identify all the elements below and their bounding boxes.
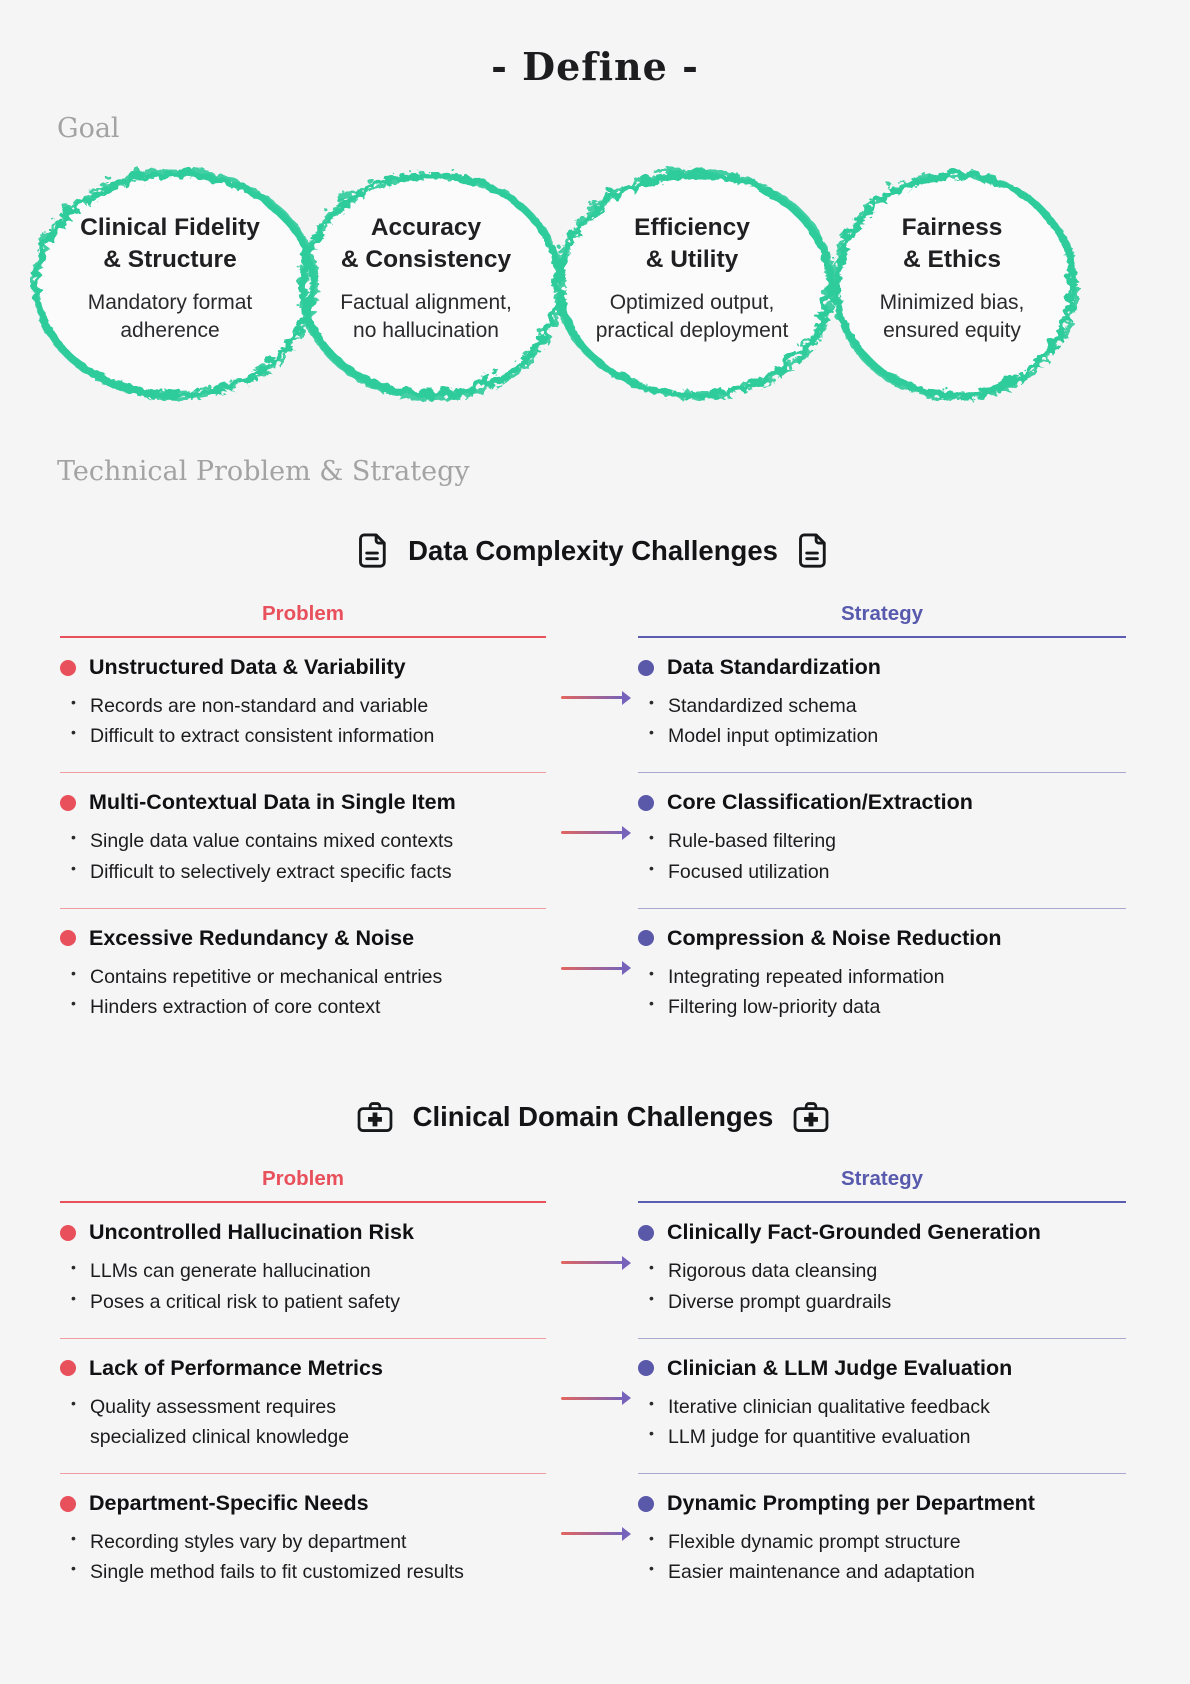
arrow-cell (546, 638, 638, 773)
bullet-item: • Hinders extraction of core context (67, 992, 546, 1022)
strategy-bullets (638, 691, 1126, 751)
document-icon (358, 533, 388, 568)
bubble-subtitle: Mandatory format adherence (87, 290, 253, 342)
bubble-title: Clinical Fidelity & Structure (80, 214, 260, 273)
goal-bubble-accuracy (286, 212, 566, 345)
strategy-cell (638, 638, 1126, 773)
problem-title: Excessive Redundancy & Noise (89, 925, 415, 950)
bullet-item: • Quality assessment requires specialized clinical knowledge (67, 1392, 367, 1452)
problem-title: Multi-Contextual Data in Single Item (89, 790, 456, 815)
purple-dot-icon (638, 930, 654, 946)
strategy-title: Core Classification/Extraction (667, 790, 973, 815)
table-row (60, 1203, 1126, 1338)
problem-column-header: Problem (60, 1167, 546, 1203)
red-dot-icon (60, 1360, 76, 1376)
bullet-item: • Flexible dynamic prompt structure (645, 1527, 1126, 1557)
strategy-column-header: Strategy (638, 1167, 1126, 1203)
bubble-subtitle: Optimized output, practical deployment (595, 290, 789, 342)
bullet-item: • Single method fails to fit customized results (67, 1557, 546, 1587)
bullet-item: • Model input optimization (645, 721, 1126, 751)
bullet-item: • Records are non-standard and variable (67, 691, 546, 721)
strategy-bullets (638, 1527, 1126, 1587)
problem-title: Uncontrolled Hallucination Risk (89, 1220, 414, 1245)
bullet-item: • Standardized schema (645, 691, 1126, 721)
table-row (60, 1339, 1126, 1474)
section-title: Data Complexity Challenges (408, 534, 778, 566)
right-arrow-icon (561, 831, 623, 834)
bubble-title: Accuracy & Consistency (340, 214, 512, 273)
arrow-cell (546, 1474, 638, 1608)
strategy-cell (638, 1203, 1126, 1338)
table-row (60, 773, 1126, 908)
problem-title: Unstructured Data & Variability (89, 655, 406, 679)
arrow-cell (546, 773, 638, 908)
red-dot-icon (60, 795, 76, 811)
problem-bullets (60, 962, 546, 1022)
strategy-title: Data Standardization (667, 655, 881, 679)
medkit-icon (357, 1101, 393, 1133)
bullet-item: • Diverse prompt guardrails (645, 1287, 1126, 1317)
bullet-item: • Poses a critical risk to patient safety (67, 1287, 546, 1317)
problem-title: Department-Specific Needs (89, 1491, 369, 1516)
bubble-subtitle: Minimized bias, ensured equity (879, 290, 1025, 342)
problem-bullets (60, 1527, 546, 1587)
purple-dot-icon (638, 660, 654, 676)
problem-bullets (60, 826, 546, 886)
technical-label: Technical Problem & Strategy (57, 456, 470, 487)
problem-cell (60, 909, 546, 1043)
purple-dot-icon (638, 1496, 654, 1512)
strategy-title: Compression & Noise Reduction (667, 925, 1002, 950)
right-arrow-icon (561, 967, 623, 970)
medkit-icon (793, 1101, 829, 1133)
strategy-title: Clinician & LLM Judge Evaluation (667, 1355, 1013, 1380)
problem-bullets (60, 1256, 546, 1316)
bullet-item: • Single data value contains mixed contexts (67, 826, 546, 856)
strategy-cell (638, 909, 1126, 1043)
technical-content (0, 533, 1190, 1609)
bubble-title: Efficiency & Utility (634, 214, 750, 273)
bullet-item: • Integrating repeated information (645, 962, 1126, 992)
red-dot-icon (60, 1496, 76, 1512)
bullet-item: • Rigorous data cleansing (645, 1256, 1126, 1286)
purple-dot-icon (638, 1225, 654, 1241)
strategy-cell (638, 773, 1126, 908)
table-row (60, 638, 1126, 773)
goal-bubble-efficiency (552, 212, 832, 345)
bubble-title: Fairness & Ethics (901, 214, 1003, 273)
red-dot-icon (60, 660, 76, 676)
bullet-item: • LLM judge for quantitive evaluation (645, 1422, 1126, 1452)
right-arrow-icon (561, 1397, 623, 1400)
table-header-row (60, 602, 1126, 638)
document-icon (798, 533, 828, 568)
red-dot-icon (60, 1225, 76, 1241)
problem-cell (60, 638, 546, 773)
goal-bubble-clinical-fidelity (30, 212, 310, 345)
section-data-complexity-header (60, 533, 1126, 568)
problem-cell (60, 773, 546, 908)
strategy-cell (638, 1474, 1126, 1608)
table-row (60, 909, 1126, 1043)
red-dot-icon (60, 930, 76, 946)
purple-dot-icon (638, 795, 654, 811)
bullet-item: • Difficult to selectively extract specific facts (67, 857, 546, 887)
strategy-title: Dynamic Prompting per Department (667, 1491, 1035, 1516)
problem-cell (60, 1474, 546, 1608)
table-header-row (60, 1167, 1126, 1203)
strategy-bullets (638, 1392, 1126, 1452)
right-arrow-icon (561, 1261, 623, 1264)
goal-label: Goal (57, 113, 120, 144)
goal-bubbles (0, 150, 1190, 418)
strategy-bullets (638, 1256, 1126, 1316)
section-clinical-domain-header (60, 1101, 1126, 1133)
bullet-item: • Difficult to extract consistent information (67, 721, 546, 751)
bullet-item: • Iterative clinician qualitative feedback (645, 1392, 1126, 1422)
bullet-item: • Filtering low-priority data (645, 992, 1126, 1022)
section-title: Clinical Domain Challenges (412, 1101, 774, 1133)
page-title: - Define - (491, 44, 699, 89)
bullet-item: • Contains repetitive or mechanical entries (67, 962, 546, 992)
right-arrow-icon (561, 1532, 623, 1535)
problem-cell (60, 1203, 546, 1338)
bullet-item: • Rule-based filtering (645, 826, 1126, 856)
strategy-bullets (638, 826, 1126, 886)
problem-column-header: Problem (60, 602, 546, 638)
arrow-cell (546, 1339, 638, 1474)
problem-bullets (60, 691, 546, 751)
right-arrow-icon (561, 696, 623, 699)
arrow-cell (546, 1203, 638, 1338)
bubble-subtitle: Factual alignment, no hallucination (340, 290, 512, 342)
table-row (60, 1474, 1126, 1608)
strategy-cell (638, 1339, 1126, 1474)
strategy-title: Clinically Fact-Grounded Generation (667, 1220, 1041, 1245)
problem-title: Lack of Performance Metrics (89, 1355, 383, 1380)
goal-bubble-fairness (812, 212, 1092, 345)
problem-cell (60, 1339, 546, 1474)
arrow-cell (546, 909, 638, 1043)
purple-dot-icon (638, 1360, 654, 1376)
problem-bullets (60, 1392, 546, 1452)
bullet-item: • LLMs can generate hallucination (67, 1256, 546, 1286)
bullet-item: • Focused utilization (645, 857, 1126, 887)
bullet-item: • Recording styles vary by department (67, 1527, 546, 1557)
bullet-item: • Easier maintenance and adaptation (645, 1557, 1126, 1587)
strategy-column-header: Strategy (638, 602, 1126, 638)
strategy-bullets (638, 962, 1126, 1022)
